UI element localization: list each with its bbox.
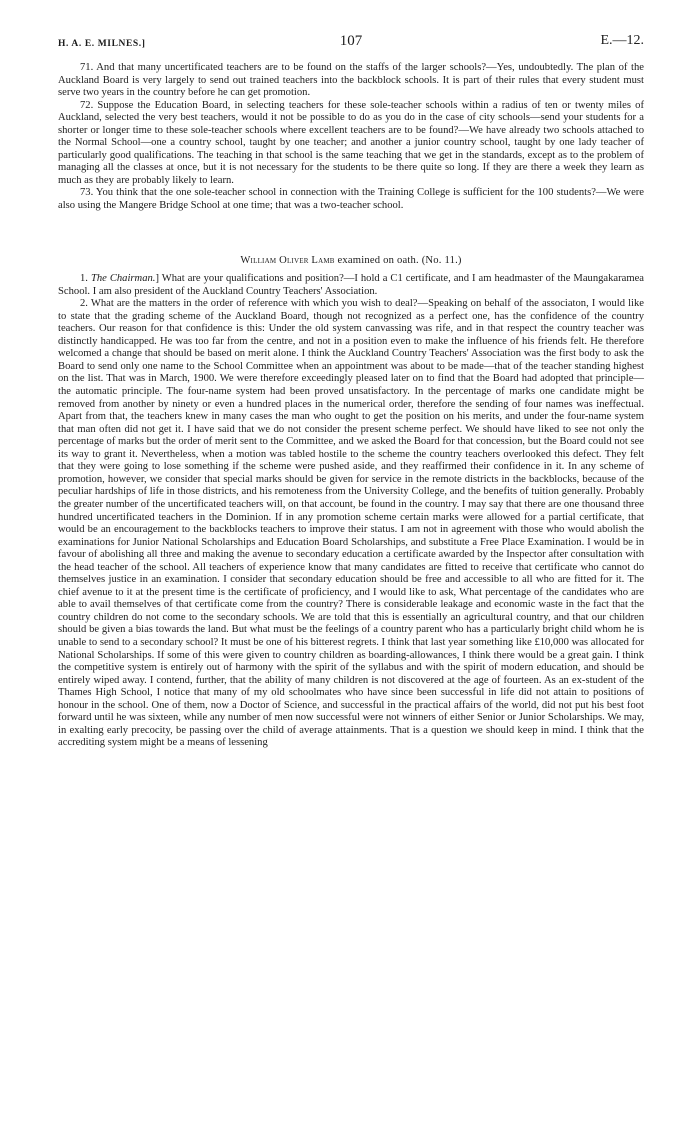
witness-suffix: examined on oath. (No. 11.): [337, 254, 462, 266]
question-71: 71. And that many uncertificated teachers are to be found on the staffs of the larger schools?—Yes, undoubtedly. The plan of the Auckland Board is very largely to send out trained teachers into the backblock schools. It is part of their rules that every student must serve two years in the country before he can get promotion.: [58, 62, 644, 99]
header-witness-name: H. A. E. MILNES.]: [58, 39, 146, 49]
question-1-speaker: The Chairman.: [90, 273, 156, 285]
section-gap: [58, 213, 644, 255]
witness-name: William Oliver Lamb: [240, 254, 335, 266]
question-1-number: 1.: [80, 273, 91, 285]
question-72: 72. Suppose the Education Board, in selecting teachers for these sole-teacher schools within a radius of ten or twenty miles of Auckland, selected the very best teachers, would it not be possible to do as you do in the case of city schools—send your students for a shorter or longer time to these sole-teacher schools where excellent teachers are to be found?—We have already two schools attached to the Normal School—one a country school, taught by one teacher; and another a junior country school, taught by one lady teacher of particularly good qualifications. The teaching in that school is the same teaching that we get in the standards, except as to the problem of managing all the classes at once, but it is not necessary for the students to be there quite so long. If they are there a week they learn as much as they are probably likely to learn.: [58, 99, 644, 186]
document-code: E.—12.: [600, 33, 644, 48]
witness-heading: [58, 255, 644, 268]
page-header: [58, 33, 644, 52]
question-73: 73. You think that the one sole-teacher school in connection with the Training College is sufficient for the 100 students?—We were also using the Mangere Bridge School at one time; that was a two-teacher school.: [58, 187, 644, 212]
question-1-text: ] What are your qualifications and position?—I hold a C1 certificate, and I am headmaster of the Maungakaramea School. I am also president of the Auckland Country Teachers' Association.: [58, 273, 644, 297]
question-2: 2. What are the matters in the order of reference with which you wish to deal?—Speaking on behalf of the associaton, I would like to state that the grading scheme of the Auckland Board, though not recognized as a perfect one, has the confidence of the country teachers. Our reason for that confidence is this: Under the old system canvassing was rife, and in that respect the country teacher was distinctly handicapped. He was too far from the centre, and not in a position even to make the influence of his friends felt. He therefore welcomed a change that should be based on merit alone. I think the Auckland Country Teachers' Association was the first body to ask the Board to send only one name to the School Committee when an appointment was about to be made—that of the teacher standing highest on the list. That was in March, 1900. We were therefore exceedingly pleased later on to find that the Board had adopted that principle—the automatic principle. The four-name system had been proved unsatisfactory. In the percentage of marks one candidate might be removed from another by ninety or even a hundred places in the numerical order, therefore the sending of four names was ineffectual. Apart from that, the teachers knew in many cases the man who ought to get the position on his merits, and under the four-name system that man often did not get it. I have said that we do not consider the present scheme perfect. We should have liked to see not only the percentage of marks but the order of merit sent to the Committee, and we asked the Board for that concession, but the Board could not see its way to grant it. Nevertheless, when a motion was tabled hostile to the scheme the country teachers overlooked this defect. They felt that they were going to lose something if the scheme were pushed aside, and they reaffirmed their confidence in it. In any scheme of promotion, however, we consider that special marks should be given for service in the remote districts in the backblocks, because of the peculiar hardships of life in those districts, and his remoteness from the University College, and the benefits of tuition generally. Probably the greater number of the uncertificated teachers will, on that account, be found in the country. I may say that there are one thousand three hundred uncertificated teachers in the Dominion. If in any promotion scheme certain marks were allowed for a partial certificate, that would be an encouragement to the backblocks teachers to improve their status. I am not in agreement with those who would abolish the examinations for Junior National Scholarships and Education Board Scholarships, and substitute a Free Place Examination. I would be in favour of abolishing all three and making the avenue to secondary education a certificate awarded by the Inspector after consultation with the head teacher of the school. All teachers of experience know that many candidates are fitted to receive that certificate who cannot do themselves justice in an examination. I consider that secondary education should be free and accessible to all who are fitted for it. The chief avenue to it at the present time is the certificate of proficiency, and I would like to ask, What percentage of the candidates who are able to avail themselves of that certificate come from the country? There is considerable leakage and economic waste in the fact that the country children do not come to the secondary schools. We are told that this is essentially an agricultural country, and that our children should be given a bias towards the land. But what must be the feelings of a country parent who has a particularly bright child whom he is unable to send to a secondary school? It must be one of his bitterest regrets. I think that last year something like £10,000 was allocated for National Scholarships. If some of this were given to country children as boarding-allowances, I think there would be a great gain. I think the competitive system is entirely out of harmony with the spirit of the syllabus and with the spirit of modern education, and should be entirely wiped away. I contend, further, that the ability of many children is not discovered at the age of fourteen. As an ex-student of the Thames High School, I notice that many of my old schoolmates who have since been successful in life did not attain to positions of honour in the school. One of them, now a Doctor of Science, and successful in the practical affairs of the world, did not put his best foot forward until he was sixteen, while any number of men now successful were not winners of either Senior or Junior Scholarships. We may, in exalting early precocity, be passing over the child of average attainments. That is a question we should keep in mind. I think that the accrediting system might be a means of lessening: [58, 298, 644, 749]
question-1: [58, 273, 644, 298]
page-number: 107: [339, 33, 363, 49]
